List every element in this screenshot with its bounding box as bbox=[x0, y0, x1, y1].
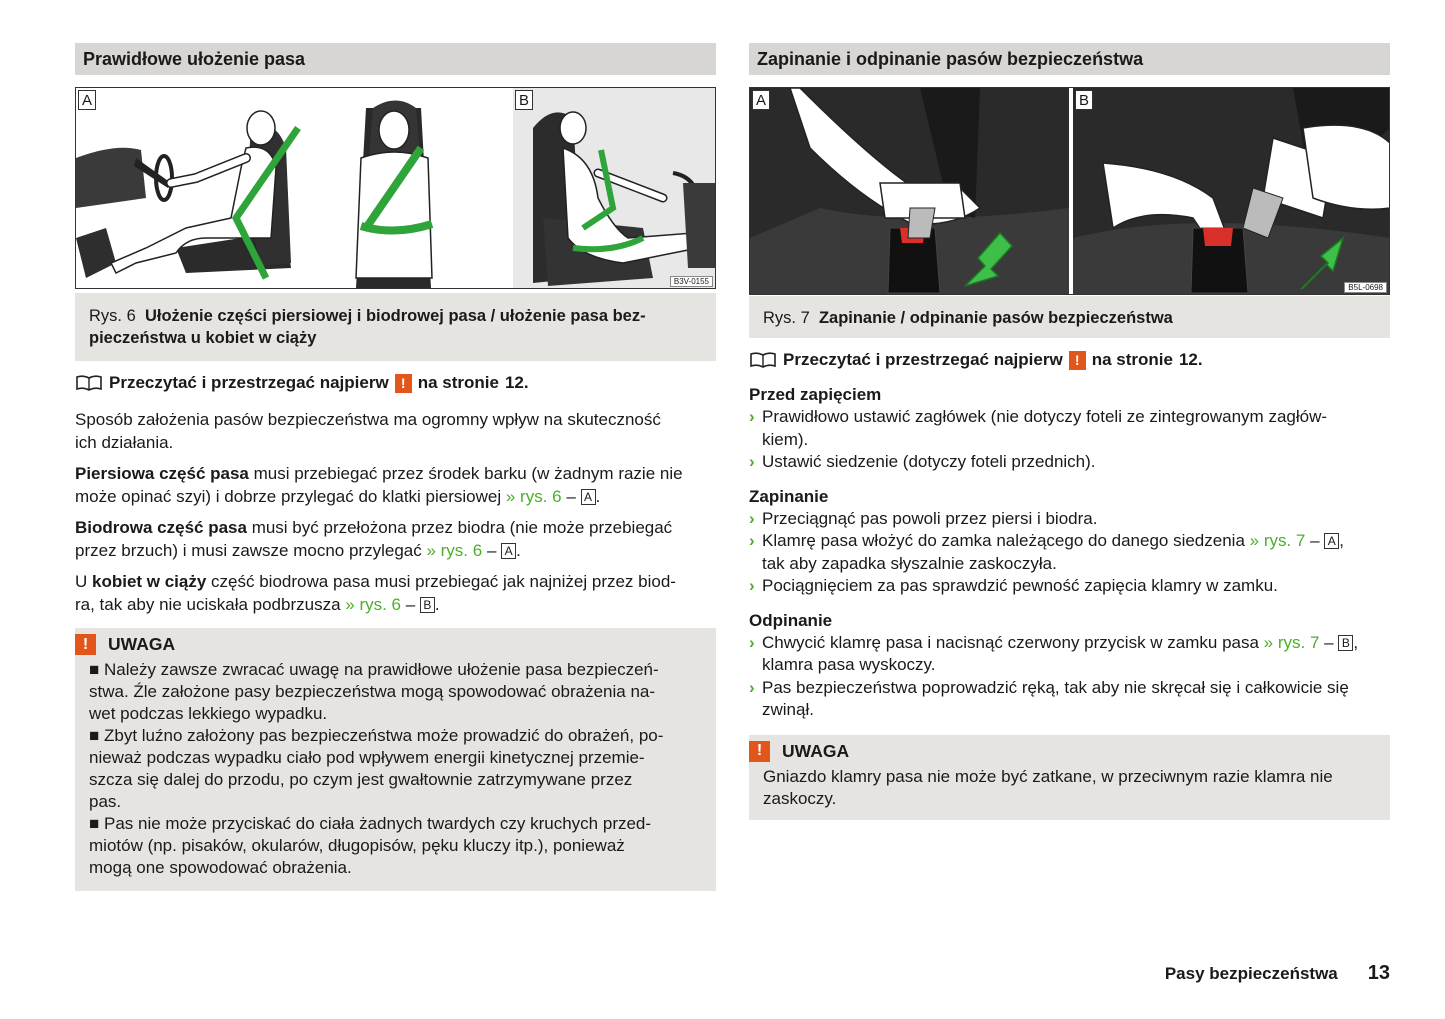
list-item bbox=[749, 406, 1390, 451]
list-item bbox=[749, 530, 1390, 575]
caption-text: Zapinanie / odpinanie pasów bezpieczeństwa bbox=[818, 309, 1173, 327]
read-first-page-text: na stronie bbox=[417, 373, 499, 392]
warning-title: UWAGA bbox=[108, 634, 176, 654]
subheading: Przed zapięciem bbox=[749, 385, 882, 404]
figure-panel-b bbox=[1069, 88, 1389, 294]
intro-line-2: ich działania. bbox=[75, 432, 174, 452]
chevron-right-icon: › bbox=[749, 576, 755, 595]
warning-line: ■ Należy zawsze zwracać uwagę na prawidłowe ułożenie pasa bezpieczeń- bbox=[89, 660, 659, 679]
chest-belt-text-2: może opinać szyi) i dobrze przylegać do klatki piersiowej bbox=[75, 486, 506, 506]
figure-code: B3V-0155 bbox=[670, 276, 713, 287]
chest-belt-text-1: musi przebiegać przez środek barku (w żadnym razie nie bbox=[248, 464, 683, 483]
pregnant-prefix: U bbox=[75, 572, 92, 591]
section-heading: Prawidłowe ułożenie pasa bbox=[75, 43, 716, 75]
box-ref-b: B bbox=[1338, 635, 1353, 651]
right-column bbox=[749, 43, 1390, 820]
figure-caption bbox=[749, 296, 1390, 338]
chevron-right-icon: › bbox=[749, 531, 755, 550]
figure-panel-a bbox=[76, 88, 509, 288]
list-item-text: Prawidłowo ustawić zagłówek (nie dotyczy foteli ze zintegrowanym zagłów- bbox=[762, 407, 1328, 426]
intro-line-1: Sposób założenia pasów bezpieczeństwa ma ogromny wpływ na skuteczność bbox=[75, 410, 661, 429]
caption-text-2: pieczeństwa u kobiet w ciąży bbox=[89, 329, 317, 347]
dash: – bbox=[1319, 632, 1339, 652]
figure-ref-link[interactable]: » rys. 6 bbox=[345, 594, 402, 614]
warning-box bbox=[75, 628, 716, 891]
warning-icon: ! bbox=[1069, 351, 1086, 370]
period: . bbox=[595, 486, 601, 506]
list-item-text: Ustawić siedzenie (dotyczy foteli przednich). bbox=[762, 452, 1096, 471]
list-item-text: kiem). bbox=[762, 429, 809, 449]
figure-ref-link[interactable]: » rys. 7 bbox=[1249, 531, 1306, 550]
fastening-section bbox=[749, 486, 1390, 598]
chevron-right-icon: › bbox=[749, 508, 755, 528]
paragraph-hip-belt bbox=[75, 517, 716, 562]
subheading: Odpinanie bbox=[749, 610, 833, 630]
read-first-text: Przeczytać i przestrzegać najpierw bbox=[783, 350, 1063, 369]
read-first-page-link[interactable]: 12. bbox=[1178, 350, 1203, 369]
box-ref-a: A bbox=[581, 489, 596, 505]
warning-line: szcza się dalej do przodu, po czym jest gwałtownie zatrzymywane przez bbox=[89, 770, 633, 789]
caption-text-1: Ułożenie części piersiowej i biodrowej pasa / ułożenie pasa bez- bbox=[144, 307, 646, 325]
figure-6 bbox=[75, 87, 716, 289]
read-first-page-link[interactable]: 12. bbox=[504, 373, 529, 392]
read-first-notice bbox=[749, 350, 1390, 370]
hip-belt-term: Biodrowa część pasa bbox=[75, 518, 247, 537]
panel-label-b: B bbox=[1075, 90, 1093, 110]
before-fastening-section bbox=[749, 384, 1390, 474]
warning-line: mogą one spowodować obrażenia. bbox=[89, 858, 352, 877]
list-item-text: Klamrę pasa włożyć do zamka należącego do danego siedzenia bbox=[762, 531, 1250, 550]
pregnant-term: kobiet w ciąży bbox=[92, 572, 207, 591]
warning-body bbox=[763, 766, 1376, 810]
period: . bbox=[516, 540, 521, 560]
warning-body bbox=[89, 659, 702, 879]
list-item-text: klamra pasa wyskoczy. bbox=[762, 655, 936, 674]
subheading: Zapinanie bbox=[749, 486, 829, 506]
figure-ref-link[interactable]: » rys. 6 bbox=[505, 486, 562, 506]
buckle-fasten-illustration bbox=[750, 88, 1069, 294]
pregnant-text-2: ra, tak aby nie uciskała podbrzusza bbox=[75, 594, 346, 614]
unfastening-section bbox=[749, 610, 1390, 722]
caption-prefix: Rys. 6 bbox=[89, 307, 136, 325]
figure-panel-a bbox=[750, 88, 1069, 294]
box-ref-b: B bbox=[420, 597, 435, 613]
dash: – bbox=[1305, 531, 1325, 550]
left-column bbox=[75, 43, 716, 891]
list-item bbox=[749, 575, 1390, 598]
warning-line: Gniazdo klamry pasa nie może być zatkane, w przeciwnym razie klamra nie bbox=[763, 766, 1333, 786]
read-first-notice bbox=[75, 373, 716, 393]
warning-title-row bbox=[749, 741, 1376, 762]
buckle-release-illustration bbox=[1073, 88, 1389, 294]
hip-belt-text-2: przez brzuch) i musi zawsze mocno przylegać bbox=[75, 540, 427, 560]
panel-label-a: A bbox=[752, 90, 770, 110]
warning-icon: ! bbox=[749, 741, 770, 762]
dash: – bbox=[482, 540, 502, 560]
pregnant-seating-illustration bbox=[513, 88, 715, 288]
warning-line: miotów (np. pisaków, okularów, długopisów, pęku kluczy itp.), ponieważ bbox=[89, 836, 625, 855]
page-footer bbox=[1165, 962, 1390, 985]
panel-label-b: B bbox=[515, 90, 533, 110]
box-ref-a: A bbox=[501, 543, 516, 559]
book-icon bbox=[75, 374, 103, 392]
warning-line: ■ Pas nie może przyciskać do ciała żadnych twardych czy kruchych przed- bbox=[89, 814, 652, 833]
chevron-right-icon: › bbox=[749, 677, 755, 697]
list-item-text: Przeciągnąć pas powoli przez piersi i biodra. bbox=[762, 508, 1098, 528]
book-icon bbox=[749, 351, 777, 369]
figure-panel-b bbox=[509, 88, 715, 288]
hip-belt-text-1: musi być przełożona przez biodra (nie może przebiegać bbox=[246, 518, 673, 537]
figure-ref-link[interactable]: » rys. 7 bbox=[1263, 632, 1320, 652]
figure-ref-link[interactable]: » rys. 6 bbox=[426, 540, 483, 560]
seating-illustration bbox=[76, 88, 509, 288]
warning-line: pas. bbox=[89, 792, 122, 811]
chevron-right-icon: › bbox=[749, 407, 755, 426]
page-number: 13 bbox=[1367, 962, 1390, 984]
read-first-page-text: na stronie bbox=[1091, 350, 1173, 369]
box-ref-a: A bbox=[1324, 533, 1339, 549]
warning-icon: ! bbox=[395, 374, 412, 393]
dash: – bbox=[561, 486, 581, 506]
paragraph-intro bbox=[75, 409, 716, 454]
list-item bbox=[749, 451, 1390, 474]
warning-box bbox=[749, 735, 1390, 820]
warning-line: zaskoczy. bbox=[763, 788, 837, 808]
figure-caption bbox=[75, 293, 716, 361]
warning-title-row bbox=[75, 634, 702, 655]
list-item bbox=[749, 508, 1390, 531]
chevron-right-icon: › bbox=[749, 452, 755, 471]
list-item-text: Chwycić klamrę pasa i nacisnąć czerwony przycisk w zamku pasa bbox=[762, 632, 1264, 652]
dash: – bbox=[401, 594, 420, 614]
section-heading: Zapinanie i odpinanie pasów bezpieczeństwa bbox=[749, 43, 1390, 75]
warning-icon: ! bbox=[75, 634, 96, 655]
chevron-right-icon: › bbox=[749, 632, 755, 652]
list-item bbox=[749, 632, 1390, 677]
chest-belt-term: Piersiowa część pasa bbox=[75, 464, 249, 483]
period: . bbox=[434, 594, 440, 614]
comma: , bbox=[1339, 531, 1345, 550]
read-first-text: Przeczytać i przestrzegać najpierw bbox=[109, 373, 389, 392]
warning-line: ■ Zbyt luźno założony pas bezpieczeństwa może prowadzić do obrażeń, po- bbox=[89, 726, 664, 745]
figure-code: B5L-0698 bbox=[1344, 282, 1387, 293]
panel-label-a: A bbox=[78, 90, 96, 110]
comma: , bbox=[1353, 632, 1359, 652]
list-item-text: Pociągnięciem za pas sprawdzić pewność zapięcia klamry w zamku. bbox=[762, 576, 1278, 595]
pregnant-text-1: część biodrowa pasa musi przebiegać jak najniżej przez biod- bbox=[206, 572, 676, 591]
paragraph-chest-belt bbox=[75, 463, 716, 508]
paragraph-pregnant bbox=[75, 571, 716, 616]
warning-line: wet podczas lekkiego wypadku. bbox=[89, 704, 328, 723]
caption-prefix: Rys. 7 bbox=[763, 309, 810, 327]
warning-line: stwa. Źle założone pasy bezpieczeństwa mogą spowodować obrażenia na- bbox=[89, 682, 656, 701]
list-item-text: tak aby zapadka słyszalnie zaskoczyła. bbox=[762, 553, 1057, 573]
warning-title: UWAGA bbox=[782, 740, 850, 761]
list-item-text: Pas bezpieczeństwa poprowadzić ręką, tak aby nie skręcał się i całkowicie się bbox=[762, 677, 1349, 697]
warning-line: nieważ podczas wypadku ciało pod wpływem energii kinetycznej przemie- bbox=[89, 748, 645, 767]
footer-chapter-title: Pasy bezpieczeństwa bbox=[1164, 964, 1338, 983]
list-item bbox=[749, 677, 1390, 722]
figure-7 bbox=[749, 87, 1390, 295]
list-item-text: zwinął. bbox=[762, 700, 814, 719]
